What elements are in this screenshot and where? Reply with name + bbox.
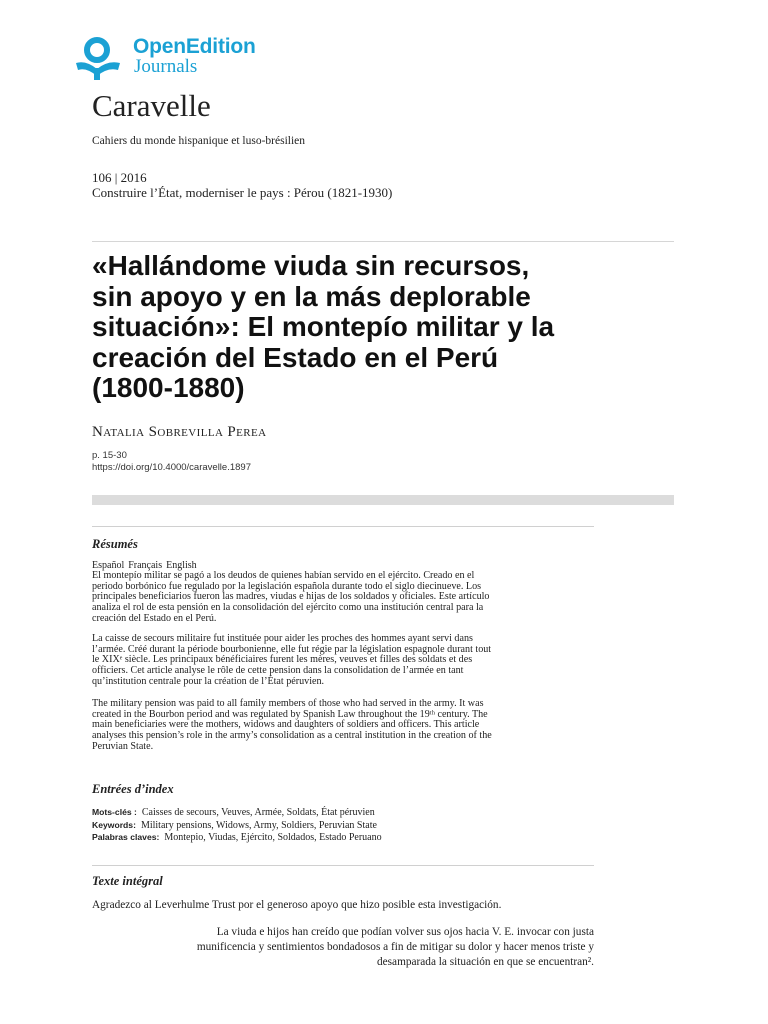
title-line: «Hallándome viuda sin recursos,	[92, 250, 530, 281]
abstract-line: analyses this pension’s role in the army’s consolidation as a central institution in the creation of the	[92, 730, 492, 742]
abstract-line: La caisse de secours militaire fut instituée pour aider les proches des hommes ayant servi dans	[92, 633, 473, 644]
issue-number[interactable]: 106 | 2016	[92, 170, 147, 185]
index-values[interactable]: Caisses de secours, Veuves, Armée, Soldats, État péruvien	[141, 807, 375, 818]
title-line: creación del Estado en el Perú	[92, 341, 499, 373]
header-divider	[92, 241, 674, 242]
quote-line: La viuda e hijos han creído que podían volver sus ojos hacia V. E. invocar con justa	[216, 926, 594, 938]
abstract-line: created in the Bourbon period and was regulated by Spanish Law throughout the 19ᵗʰ century. The	[92, 708, 488, 720]
index-values[interactable]: Montepio, Viudas, Ejército, Soldados, Estado Peruano	[164, 832, 382, 843]
abstract-line: Peruvian State.	[92, 740, 154, 752]
index-row-keywords	[92, 820, 377, 831]
logo-brand-text: OpenEdition	[133, 35, 256, 58]
fulltext-heading: Texte intégral	[92, 874, 163, 888]
abstract-fr	[92, 634, 593, 688]
grey-band	[92, 495, 674, 505]
section-divider	[92, 526, 594, 527]
index-label: Palabras claves:	[92, 832, 160, 842]
logo-sub-text: Journals	[134, 56, 198, 77]
abstract-line: main beneficiaries were the mothers, widows and daughters of soldiers and officers. This article	[92, 719, 480, 731]
abstract-line: periodo borbónico fue regulado por la legislación española durante todo el siglo diecinueve. Los	[92, 580, 482, 592]
index-heading: Entrées d’index	[92, 782, 174, 796]
abstract-line: The military pension was paid to all family members of those who had served in the army. It was	[92, 698, 484, 709]
title-line: sin apoyo y en la más deplorable	[92, 280, 531, 312]
index-row-palabras	[92, 832, 382, 843]
journal-name[interactable]: Caravelle	[92, 88, 211, 123]
lang-link-francais[interactable]: Français	[128, 560, 163, 571]
page-range: p. 15-30	[92, 450, 127, 461]
openedition-logo-icon	[74, 36, 124, 82]
abstract-en	[92, 699, 593, 753]
abstract-line: principales beneficiarios fueron las madres, viudas e hijas de los soldados y oficiales. Este artículo	[92, 591, 490, 603]
index-label: Keywords:	[92, 820, 136, 830]
section-divider	[92, 865, 594, 866]
issue-title[interactable]: Construire l’État, moderniser le pays : Pérou (1821-1930)	[92, 185, 393, 200]
lang-link-espanol[interactable]: Español	[92, 560, 125, 571]
openedition-logo[interactable]	[74, 36, 294, 82]
resumes-heading: Résumés	[92, 537, 138, 551]
index-row-mots-cles	[92, 807, 375, 818]
abstract-line: le XIXᵉ siècle. Les principaux bénéficiaires furent les mères, veuves et filles des soldats et des	[92, 654, 473, 666]
index-values[interactable]: Military pensions, Widows, Army, Soldiers, Peruvian State	[140, 820, 377, 831]
quote-block	[92, 925, 594, 970]
quote-line: munificencia y sentimientos bondadosos a fin de mitigar su dolor y hacer menos triste y	[196, 941, 594, 953]
article-title	[92, 251, 682, 404]
quote-line: desamparada la situación en que se encuentran².	[377, 956, 594, 968]
abstract-line: analiza el rol de esta pensión en la consolidación del ejército como una institución central para la	[92, 602, 484, 614]
title-line: situación»: El montepío militar y la	[92, 311, 555, 342]
lang-link-english[interactable]: English	[166, 560, 197, 571]
abstract-line: creación del Estado en el Perú.	[92, 612, 217, 624]
doi-link[interactable]: https://doi.org/10.4000/caravelle.1897	[92, 462, 251, 473]
author-name[interactable]: Natalia Sobrevilla Perea	[92, 424, 267, 440]
acknowledgement-paragraph: Agradezco al Leverhulme Trust por el generoso apoyo que hizo posible esta investigación.	[92, 899, 502, 911]
title-line: (1800-1880)	[92, 372, 245, 403]
abstract-line: qu’institution centrale pour la création de l’État péruvien.	[92, 675, 325, 687]
index-label: Mots-clés :	[92, 807, 137, 817]
abstract-line: officiers. Cet article analyse le rôle de cette pension dans la consolidation de l’armée en tant	[92, 665, 464, 677]
abstract-line: l’armée. Créé durant la période bourbonienne, elle fut régie par la législation espagnole durant tout	[92, 643, 492, 655]
abstract-es	[92, 571, 593, 625]
journal-subtitle: Cahiers du monde hispanique et luso-brésilien	[92, 135, 306, 147]
abstract-line: El montepío militar se pagó a los deudos de quienes habían servido en el ejército. Creado en el	[92, 570, 475, 581]
